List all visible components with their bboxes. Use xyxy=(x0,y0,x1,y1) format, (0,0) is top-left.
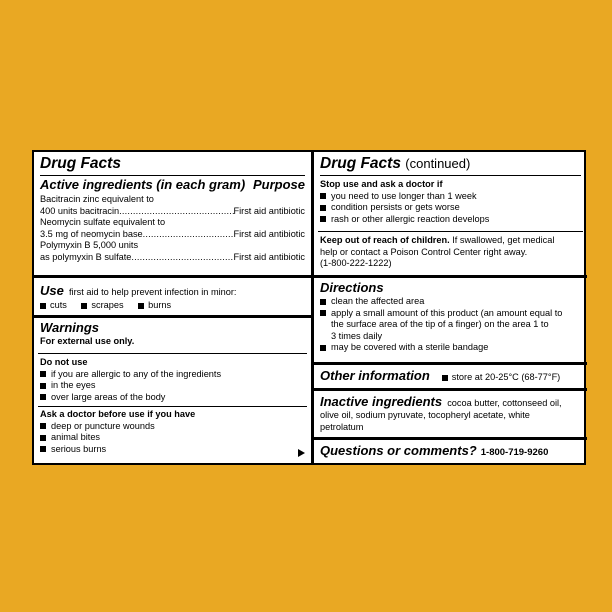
ask-doctor-item: animal bites xyxy=(40,432,305,444)
directions-section xyxy=(314,280,587,354)
directions-line: 3 times daily xyxy=(331,330,383,341)
questions-heading: Questions or comments? xyxy=(320,443,477,458)
section-divider xyxy=(34,275,311,278)
use-item-scrapes: scrapes xyxy=(81,300,123,312)
ingredient-neomycin xyxy=(40,217,305,240)
stop-use-heading: Stop use and ask a doctor if xyxy=(320,179,443,189)
drug-facts-right-column xyxy=(311,152,587,463)
divider xyxy=(40,175,305,176)
do-not-use-item: in the eyes xyxy=(40,380,305,392)
do-not-use-section xyxy=(34,357,311,403)
keep-out-heading: Keep out of reach of children. xyxy=(320,235,450,245)
inactive-ingredients-heading: Inactive ingredients xyxy=(320,394,443,409)
active-ingredients-heading: Active ingredients (in each gram) xyxy=(40,177,246,192)
poison-control-phone: (1-800-222-1222) xyxy=(320,258,392,269)
section-divider xyxy=(314,275,587,278)
other-info-heading: Other information xyxy=(320,368,430,383)
active-ingredients-section xyxy=(34,155,311,264)
purpose-heading: Purpose xyxy=(252,177,305,192)
ingredient-purpose: First aid antibiotic xyxy=(233,205,305,216)
divider xyxy=(318,231,583,232)
inactive-line: cocoa butter, cottonseed oil, xyxy=(447,398,562,408)
inactive-ingredients-section xyxy=(314,394,587,433)
ingredient-amount: 400 units bacitracin xyxy=(40,205,120,216)
directions-item xyxy=(320,308,581,343)
ingredient-amount: as polymyxin B sulfate xyxy=(40,251,132,262)
ask-doctor-item: serious burns xyxy=(40,444,305,456)
ask-doctor-section xyxy=(34,409,311,455)
ingredient-amount: 3.5 mg of neomycin base xyxy=(40,228,143,239)
ingredient-list xyxy=(40,194,305,264)
ingredient-name-line: Neomycin sulfate equivalent to xyxy=(40,217,166,228)
other-info-text: store at 20-25°C (68-77°F) xyxy=(442,372,560,384)
ingredient-bacitracin xyxy=(40,194,305,217)
drug-facts-left-column xyxy=(34,152,311,463)
stop-use-section xyxy=(314,155,587,225)
drug-facts-title: Drug Facts xyxy=(40,155,121,172)
use-item-burns: burns xyxy=(138,300,171,312)
inactive-line: olive oil, sodium pyruvate, tocopheryl acetate, white xyxy=(320,410,530,420)
directions-item: may be covered with a sterile bandage xyxy=(320,342,581,354)
drug-facts-title: Drug Facts xyxy=(320,155,401,172)
external-use-text: For external use only. xyxy=(40,336,135,346)
questions-phone: 1-800-719-9260 xyxy=(480,447,549,458)
continued-arrow-icon xyxy=(298,449,305,457)
use-item-cuts: cuts xyxy=(40,300,67,312)
divider xyxy=(38,353,307,354)
continued-label: (continued) xyxy=(405,156,471,171)
inactive-line: petrolatum xyxy=(320,421,364,432)
section-divider xyxy=(314,437,587,440)
directions-item: clean the affected area xyxy=(320,296,581,308)
section-divider xyxy=(34,315,311,318)
section-divider xyxy=(314,362,587,365)
directions-heading: Directions xyxy=(320,280,384,295)
section-divider xyxy=(314,388,587,391)
keep-out-line: help or contact a Poison Control Center right away. xyxy=(320,246,528,257)
ingredient-name-line: Bacitracin zinc equivalent to xyxy=(40,194,154,204)
do-not-use-heading: Do not use xyxy=(40,357,88,367)
warnings-section xyxy=(34,320,311,348)
use-section xyxy=(34,283,311,312)
divider xyxy=(320,175,581,176)
ask-doctor-heading: Ask a doctor before use if you have xyxy=(40,409,196,419)
use-text: first aid to help prevent infection in minor: xyxy=(68,287,237,297)
ingredient-name-line: Polymyxin B 5,000 units xyxy=(40,240,139,251)
divider xyxy=(38,406,307,407)
other-info-section xyxy=(314,368,587,384)
use-heading: Use xyxy=(40,283,64,298)
do-not-use-item: if you are allergic to any of the ingredients xyxy=(40,369,305,381)
directions-line: the surface area of the tip of a finger) on the area 1 to xyxy=(331,319,549,330)
stop-use-item: you need to use longer than 1 week xyxy=(320,191,581,203)
ingredient-polymyxin xyxy=(40,240,305,263)
ask-doctor-item: deep or puncture wounds xyxy=(40,421,305,433)
keep-out-line: If swallowed, get medical xyxy=(452,235,555,245)
stop-use-item: condition persists or gets worse xyxy=(320,202,581,214)
active-ingredients-header xyxy=(40,177,305,193)
questions-section xyxy=(314,443,587,459)
ingredient-purpose: First aid antibiotic xyxy=(233,251,305,262)
keep-out-section xyxy=(314,235,587,270)
warnings-heading: Warnings xyxy=(40,320,99,335)
ingredient-purpose: First aid antibiotic xyxy=(233,228,305,239)
drug-facts-panel xyxy=(32,150,586,465)
directions-line: apply a small amount of this product (an amount equal to xyxy=(331,307,563,318)
use-items xyxy=(40,300,305,312)
do-not-use-item: over large areas of the body xyxy=(40,392,305,404)
stop-use-item: rash or other allergic reaction develops xyxy=(320,214,581,226)
